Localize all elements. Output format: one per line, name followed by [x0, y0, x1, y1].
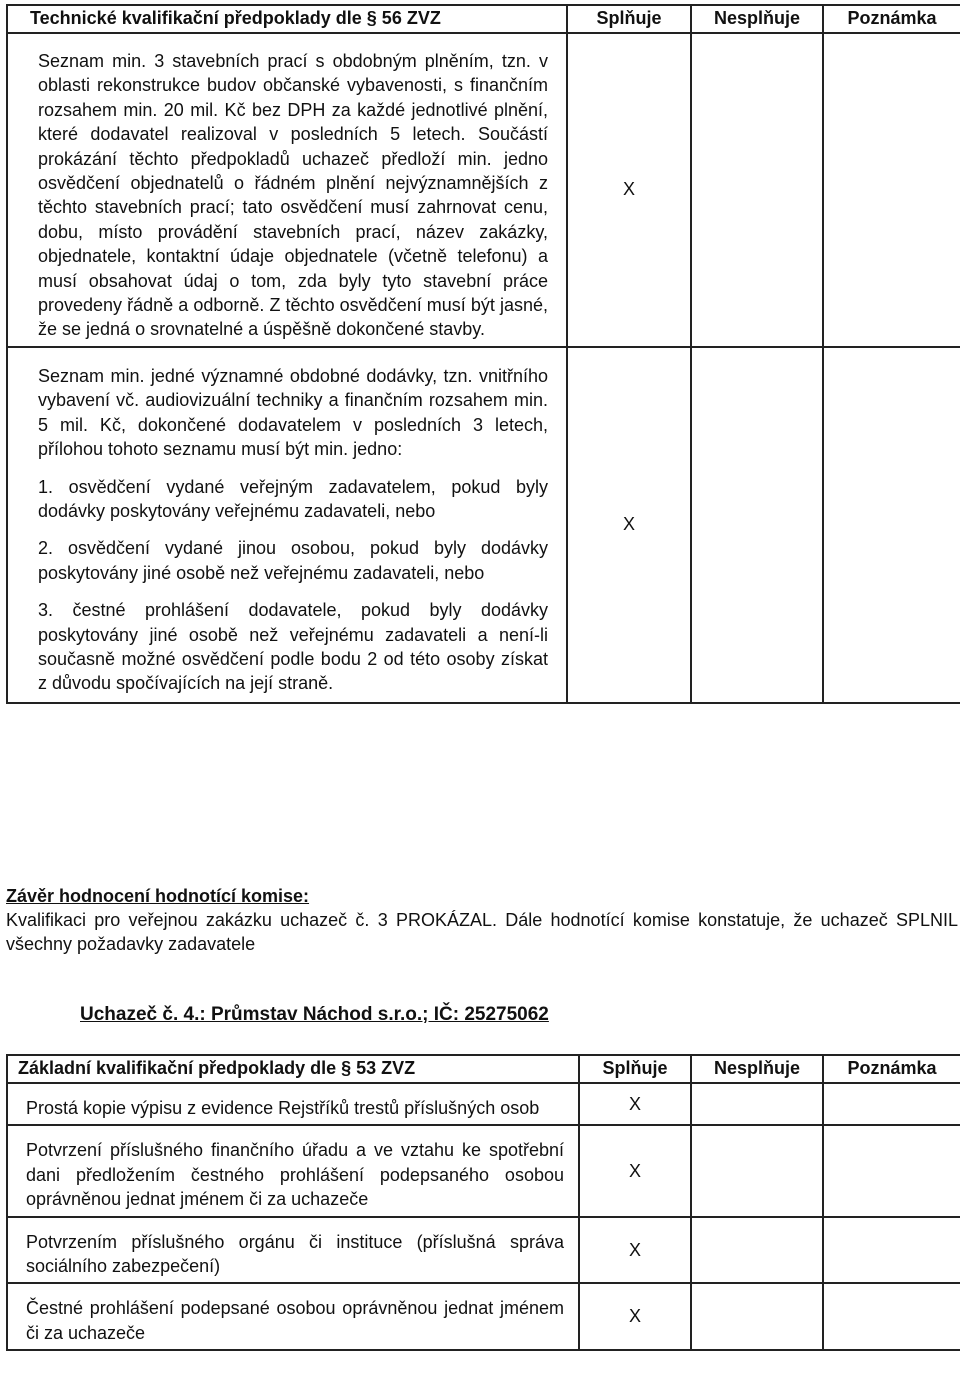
meets-mark: X: [579, 1083, 691, 1125]
table-header-row: [7, 1055, 960, 1083]
not-meets-cell: [691, 1217, 823, 1284]
requirement-cell: [7, 1217, 579, 1284]
header-requirement: Technické kvalifikační předpoklady dle § 56 ZVZ: [7, 5, 567, 33]
header-note: Poznámka: [823, 5, 960, 33]
note-cell: [823, 1125, 960, 1216]
header-requirement: Základní kvalifikační předpoklady dle § 53 ZVZ: [7, 1055, 579, 1083]
table-header-row: [7, 5, 960, 33]
not-meets-cell: [691, 33, 823, 347]
table-row: [7, 347, 960, 703]
header-note: Poznámka: [823, 1055, 960, 1083]
not-meets-cell: [691, 1083, 823, 1125]
not-meets-cell: [691, 1283, 823, 1350]
requirement-option-1: 1. osvědčení vydané veřejným zadavatelem, pokud byly dodávky poskytovány veřejnému zadavateli, nebo: [38, 476, 548, 521]
conclusion-text: Kvalifikaci pro veřejnou zakázku uchazeč č. 3 PROKÁZAL. Dále hodnotící komise konstatuje, že uchazeč SPLNIL všechny požadavky zadavatele: [6, 910, 958, 954]
requirement-cell: [7, 1083, 579, 1125]
table-row: [7, 1083, 960, 1125]
requirement-text: Čestné prohlášení podepsané osobou oprávněnou jednat jménem či za uchazeče: [26, 1298, 564, 1343]
note-cell: [823, 1217, 960, 1284]
requirement-text: Seznam min. jedné významné obdobné dodávky, tzn. vnitřního vybavení vč. audiovizuální techniky a finančním rozsahem min. 5 mil. Kč, dokončené dodavatelem v posledních 3 letech, přílohou tohoto seznamu musí být min. jedno:: [38, 365, 548, 460]
meets-mark: X: [579, 1125, 691, 1216]
requirement-option-2: 2. osvědčení vydané jinou osobou, pokud byly dodávky poskytovány jiné osobě než veřejnému zadavateli, nebo: [38, 538, 548, 583]
note-cell: [823, 1283, 960, 1350]
requirement-cell: [7, 33, 567, 347]
requirement-text: Potvrzení příslušného finančního úřadu a ve vztahu ke spotřební dani předložením čestného prohlášení podepsaného osobou oprávněnou jednat jménem či za uchazeče: [26, 1140, 564, 1210]
table-row: [7, 1217, 960, 1284]
note-cell: [823, 1083, 960, 1125]
requirement-text: Prostá kopie výpisu z evidence Rejstříků trestů příslušných osob: [26, 1098, 540, 1118]
not-meets-cell: [691, 347, 823, 703]
meets-mark: X: [579, 1283, 691, 1350]
note-cell: [823, 33, 960, 347]
requirement-cell: [7, 1125, 579, 1216]
header-not-meets: Nesplňuje: [691, 5, 823, 33]
basic-qualification-table: [6, 1054, 960, 1351]
bidder-heading: Uchazeč č. 4.: Průmstav Náchod s.r.o.; IČ: 25275062: [80, 1004, 549, 1025]
requirement-text: Potvrzením příslušného orgánu či instituce (příslušná správa sociálního zabezpečení): [26, 1231, 564, 1277]
requirement-option-3: 3. čestné prohlášení dodavatele, pokud byly dodávky poskytovány jiné osobě než veřejnému zadavateli a není-li současně možné osvědčení podle bodu 2 od této osoby získat z důvodu spočívajících na její straně.: [38, 600, 548, 694]
conclusion-title: Závěr hodnocení hodnotící komise:: [6, 886, 310, 906]
requirement-text: Seznam min. 3 stavebních prací s obdobným plněním, tzn. v oblasti rekonstrukce budov občanské vybavenosti, s finančním rozsahem min. 20 mil. Kč bez DPH za každé jednotlivé plnění, které dodavatel realizoval v posledních 5 letech. Součástí prokázání těchto předpokladů uchazeč předloží min. jedno osvědčení objednatelů o řádném plnění nejvýznamnějších z těchto stavebních prací; tato osvědčení musí zahrnovat cenu, dobu, místo provádění stavebních prací, název zakázky, objednatele, kontaktní údaje objednatele (včetně telefonu) a musí obsahovat údaj o tom, zda byly tyto stavební práce provedeny řádně a odborně. Z těchto osvědčení musí být jasné, že se jedná o srovnatelné a úspěšně dokončené stavby.: [38, 51, 548, 340]
table-row: [7, 1125, 960, 1216]
not-meets-cell: [691, 1125, 823, 1216]
header-meets: Splňuje: [567, 5, 691, 33]
requirement-cell: [7, 1283, 579, 1350]
table-row: [7, 1283, 960, 1350]
meets-mark: X: [579, 1217, 691, 1284]
meets-mark: X: [567, 33, 691, 347]
technical-qualification-table: [6, 4, 960, 704]
table-row: [7, 33, 960, 347]
requirement-cell: [7, 347, 567, 703]
header-meets: Splňuje: [579, 1055, 691, 1083]
commission-conclusion: [6, 884, 958, 956]
header-not-meets: Nesplňuje: [691, 1055, 823, 1083]
meets-mark: X: [567, 347, 691, 703]
note-cell: [823, 347, 960, 703]
